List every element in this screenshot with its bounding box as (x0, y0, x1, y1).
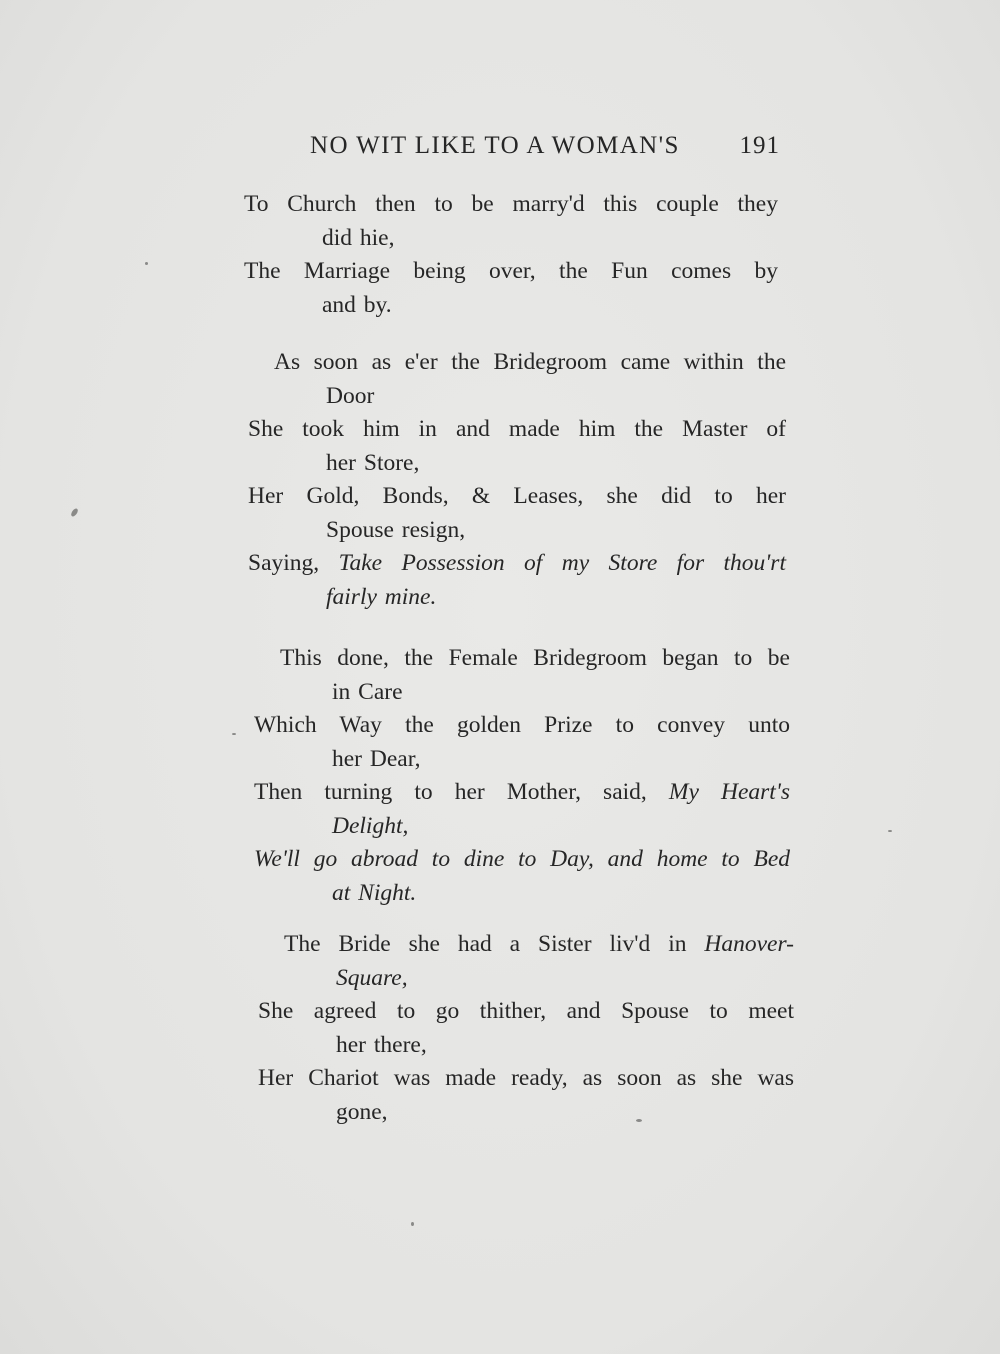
verse-continuation: her there, (336, 1031, 427, 1058)
verse-line (248, 413, 786, 480)
verse-continuation: her Dear, (332, 745, 421, 772)
verse-roman: The Bride she had a Sister liv'd in (284, 931, 687, 957)
verse-italic: Square, (336, 964, 408, 991)
stanza-4 (258, 928, 794, 1129)
verse-line (258, 1062, 794, 1129)
running-title: NO WIT LIKE TO A WOMAN'S (310, 132, 680, 159)
verse-line (248, 346, 786, 413)
verse-continuation: gone, (336, 1098, 388, 1125)
verse-text: The Marriage being over, the Fun comes by (244, 258, 778, 284)
verse-line (254, 776, 790, 843)
verse-line (244, 188, 778, 255)
verse-italic: We'll go abroad to dine to Day, and home to Bed (254, 846, 790, 872)
verse-text (284, 928, 794, 962)
verse-italic: Take Possession of my Store for thou'rt (338, 550, 786, 576)
stanza-3 (254, 642, 790, 910)
verse-continuation: and by. (322, 291, 392, 318)
verse-text: Her Chariot was made ready, as soon as she was (258, 1065, 794, 1091)
verse-text (254, 776, 790, 810)
verse-italic: Hanover- (704, 931, 794, 957)
paper-speck (232, 733, 236, 735)
stanza-1 (244, 188, 778, 322)
verse-text (248, 547, 786, 581)
verse-text: This done, the Female Bridegroom began to be (280, 645, 790, 671)
verse-continuation: in Care (332, 678, 403, 705)
verse-continuation (326, 581, 786, 615)
verse-italic: fairly mine. (326, 583, 437, 610)
verse-text (254, 843, 790, 877)
verse-text: As soon as e'er the Bridegroom came within the (274, 349, 786, 375)
verse-continuation: Spouse resign, (326, 516, 466, 543)
paper-speck (888, 830, 892, 832)
verse-line (248, 480, 786, 547)
verse-continuation (336, 962, 794, 996)
verse-text: To Church then to be marry'd this couple they (244, 191, 778, 217)
verse-roman: Then turning to her Mother, said, (254, 779, 647, 805)
verse-italic: My Heart's (668, 779, 790, 805)
page-header (310, 128, 780, 164)
verse-text: Her Gold, Bonds, & Leases, she did to her (248, 483, 786, 509)
paper-speck (636, 1119, 642, 1122)
verse-text: Which Way the golden Prize to convey unto (254, 712, 790, 738)
verse-italic: Delight, (332, 812, 409, 839)
verse-line (248, 547, 786, 614)
verse-continuation (332, 810, 790, 844)
paper-speck (70, 507, 79, 517)
verse-roman: Saying, (248, 550, 320, 576)
verse-italic: at Night. (332, 879, 417, 906)
verse-line (258, 928, 794, 995)
verse-line (244, 255, 778, 322)
verse-line (254, 642, 790, 709)
verse-line (258, 995, 794, 1062)
stanza-2 (248, 346, 786, 614)
page-number: 191 (739, 132, 780, 159)
verse-line (254, 843, 790, 910)
verse-text: She took him in and made him the Master of (248, 416, 786, 442)
paper-speck (411, 1222, 414, 1226)
verse-continuation (332, 877, 790, 911)
verse-continuation: Door (326, 382, 375, 409)
verse-line (254, 709, 790, 776)
verse-text: She agreed to go thither, and Spouse to meet (258, 998, 794, 1024)
verse-continuation: did hie, (322, 224, 395, 251)
verse-continuation: her Store, (326, 449, 420, 476)
paper-speck (145, 262, 148, 265)
